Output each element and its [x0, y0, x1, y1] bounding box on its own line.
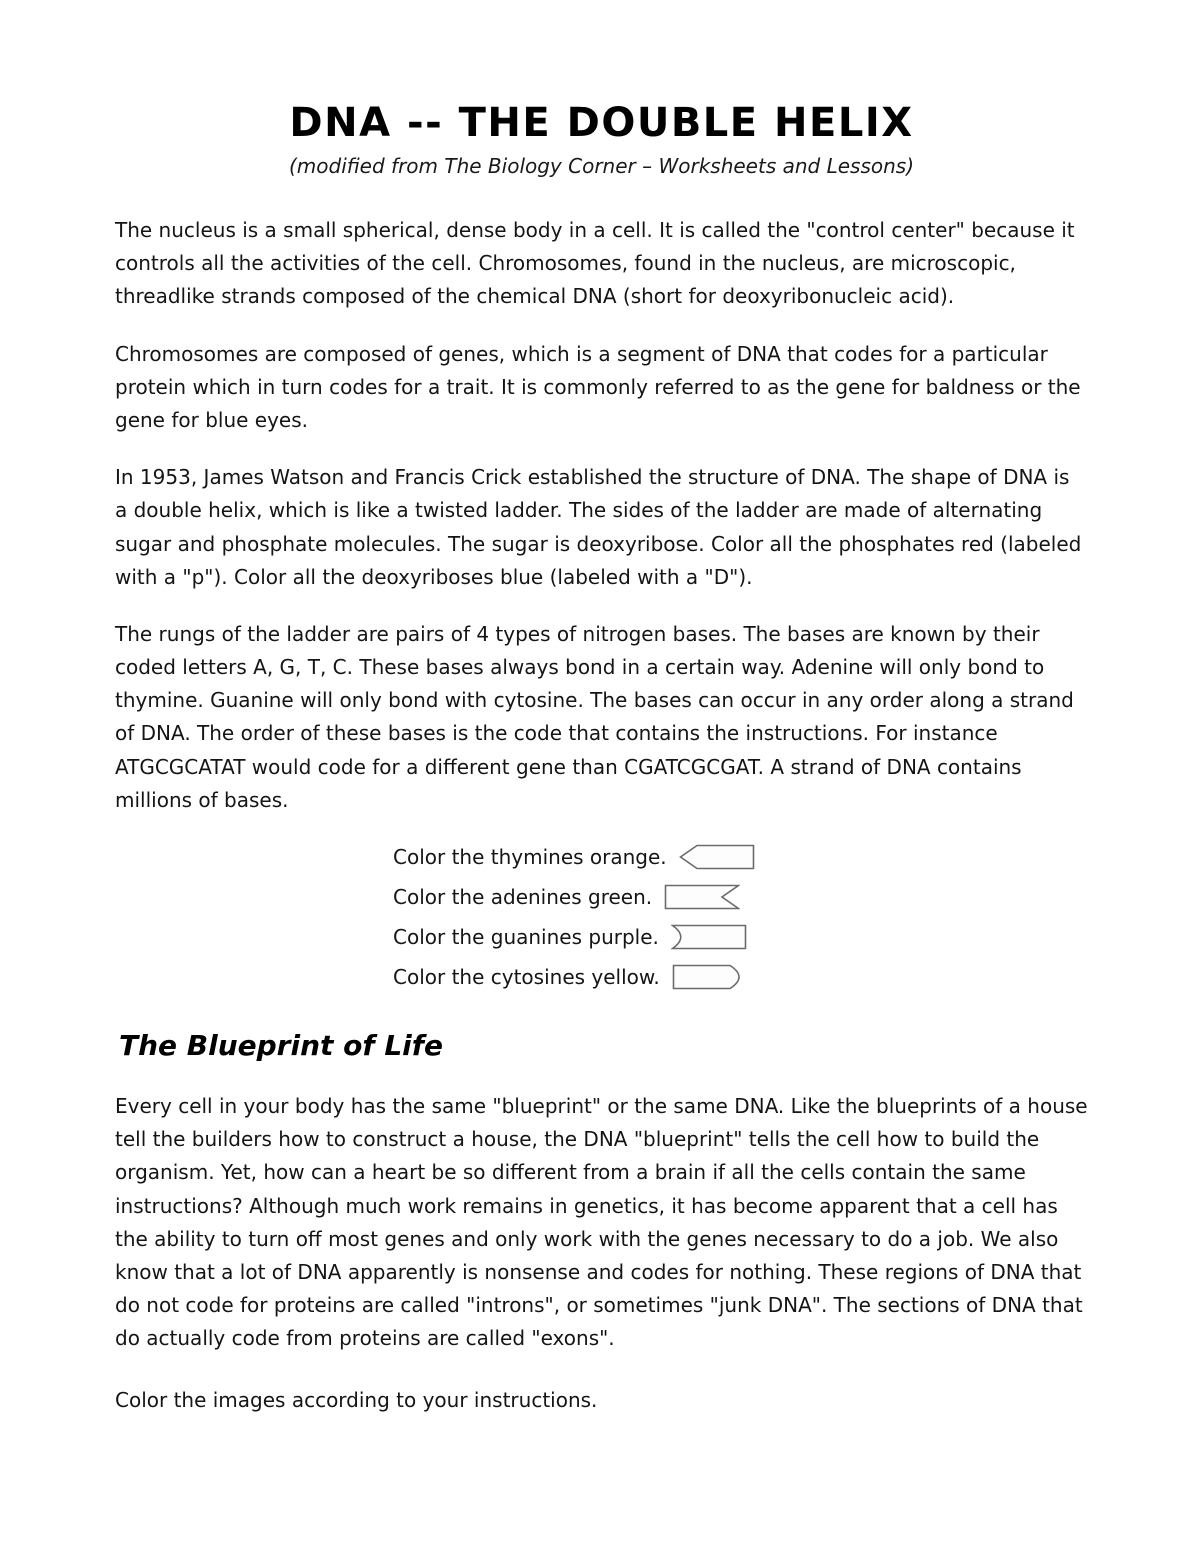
instruction-adenine — [393, 881, 1088, 913]
adenine-shape-icon — [664, 884, 740, 910]
paragraph-nucleus: The nucleus is a small spherical, dense body in a cell. It is called the "control center" because it controls all the activities of the cell. Chromosomes, found in the nucleus, are microscopic, threadlike strands composed of the chemical DNA (short for deoxyribonucleic acid). — [115, 218, 1075, 309]
thymine-shape-icon — [679, 844, 755, 870]
instruction-adenine-label: Color the adenines green. — [393, 885, 653, 909]
paragraph-chromosomes: Chromosomes are composed of genes, which is a segment of DNA that codes for a particular protein which in turn codes for a trait. It is commonly referred to as the gene for baldness or the gene for blue eyes. — [115, 341, 1081, 432]
paragraph-watson-crick: In 1953, James Watson and Francis Crick established the structure of DNA. The shape of DNA is a double helix, which is like a twisted ladder. The sides of the ladder are made of alternating sugar and phosphate molecules. The sugar is deoxyribose. Color all the phosphates red (labeled with a "p"). Color all the deoxyriboses blue (labeled with a "D"). — [115, 465, 1082, 589]
cytosine-shape-icon — [672, 964, 748, 990]
instruction-cytosine — [393, 961, 1088, 993]
page-subtitle: (modified from The Biology Corner – Worksheets and Lessons) — [288, 154, 915, 178]
instruction-guanine — [393, 921, 1088, 953]
paragraph-nitrogen-bases: The rungs of the ladder are pairs of 4 types of nitrogen bases. The bases are known by their coded letters A, G, T, C. These bases always bond in a certain way. Adenine will only bond to thymine. Guanine will only bond with cytosine. The bases can occur in any order along a strand of DNA. The order of these bases is the code that contains the instructions. For instance ATGCGCATAT would code for a different gene than CGATCGCGAT. A strand of DNA contains millions of bases. — [115, 621, 1074, 812]
paragraph-blueprint: Every cell in your body has the same "blueprint" or the same DNA. Like the blueprints of a house tell the builders how to construct a house, the DNA "blueprint" tells the cell how to build the organism. Yet, how can a heart be so different from a brain if all the cells contain the same instructions? Although much work remains in genetics, it has become apparent that a cell has the ability to turn off most genes and only work with the genes necessary to do a job. We also know that a lot of DNA apparently is nonsense and codes for nothing. These regions of DNA that do not code for proteins are called "introns", or sometimes "junk DNA". The sections of DNA that do actually code from proteins are called "exons". — [115, 1094, 1088, 1351]
page-title: DNA -- THE DOUBLE HELIX — [289, 100, 914, 146]
section-heading-blueprint-of-life: The Blueprint of Life — [119, 1029, 443, 1062]
instruction-guanine-label: Color the guanines purple. — [393, 925, 659, 949]
instruction-cytosine-label: Color the cytosines yellow. — [393, 965, 660, 989]
color-instructions-list — [393, 841, 1088, 993]
paragraph-closing-instruction: Color the images according to your instructions. — [115, 1387, 598, 1412]
instruction-thymine-label: Color the thymines orange. — [393, 845, 667, 869]
guanine-shape-icon — [671, 924, 747, 950]
instruction-thymine — [393, 841, 1088, 873]
